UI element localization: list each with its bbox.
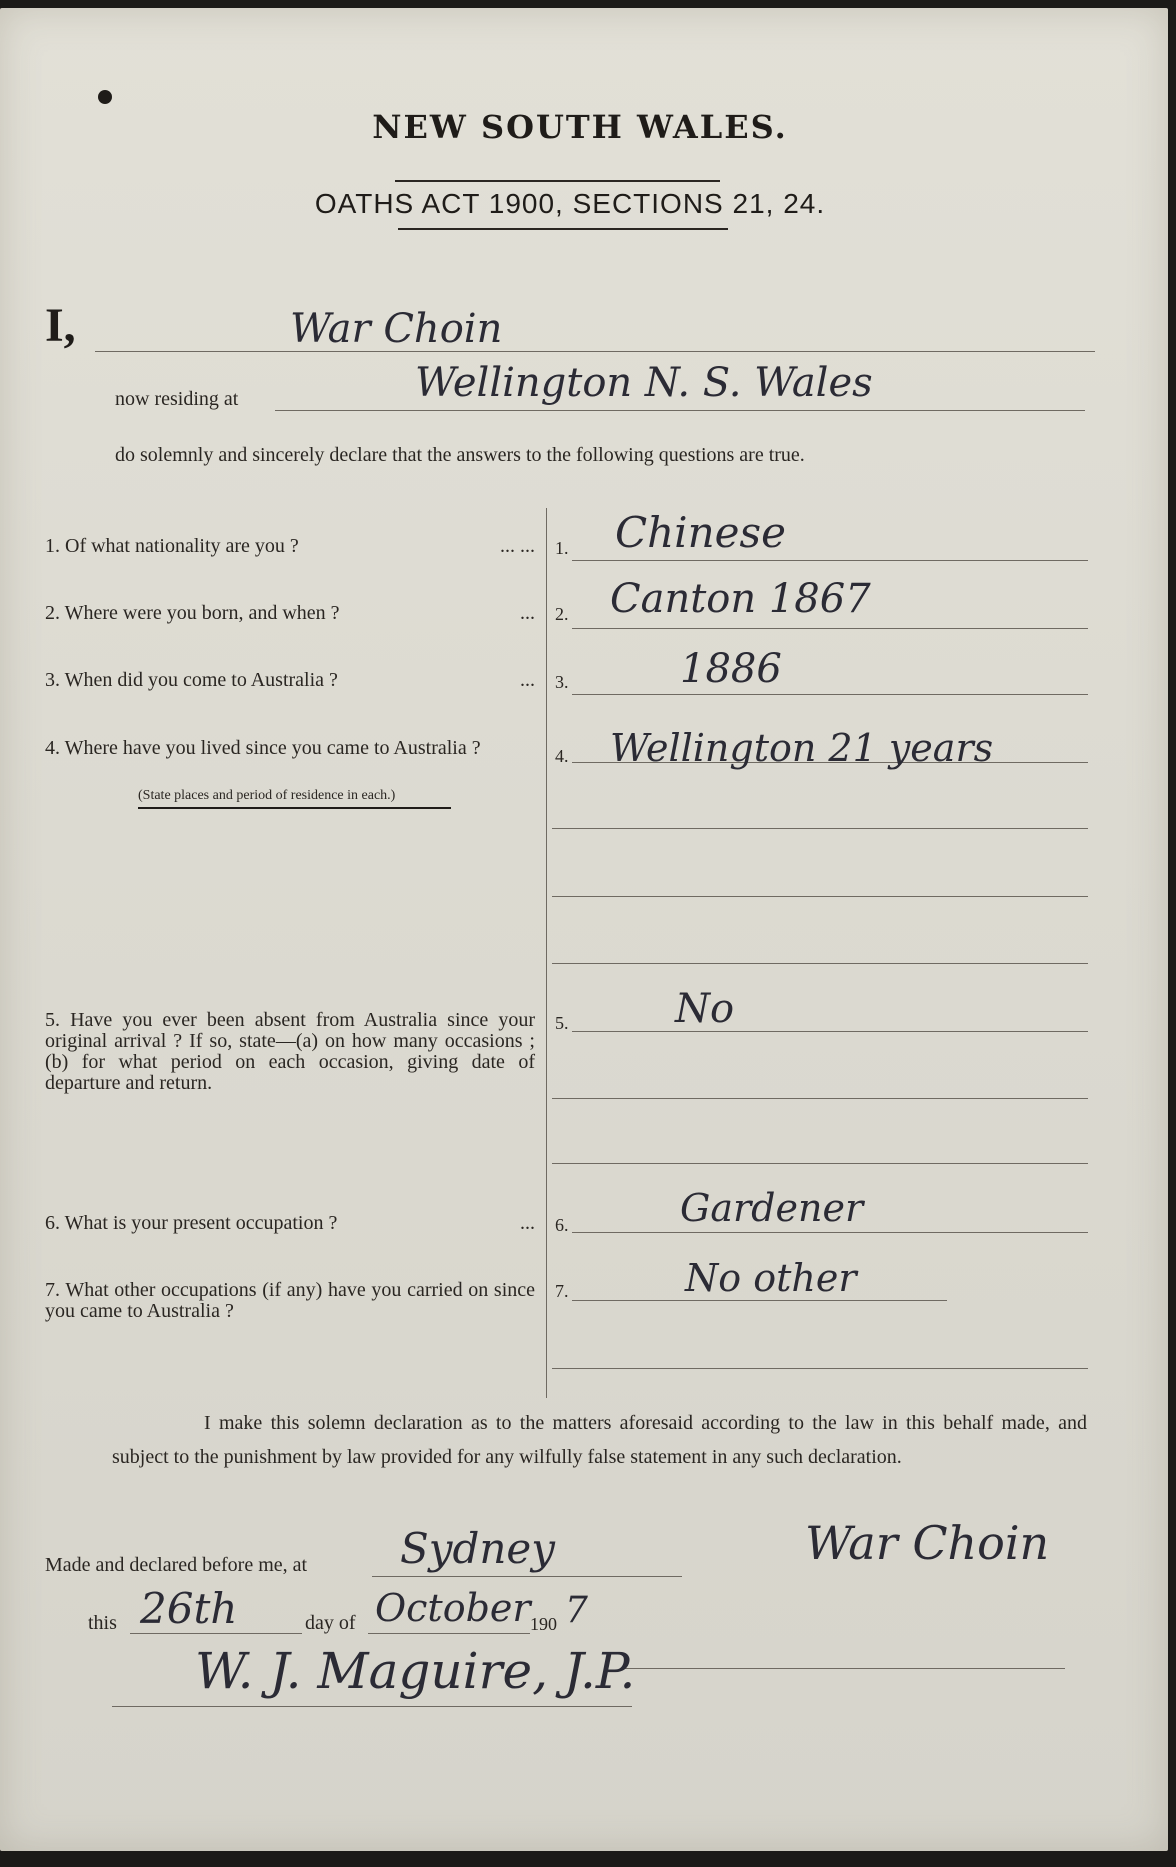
answer-1-num: 1. — [555, 538, 569, 558]
answer-4-line-3 — [552, 896, 1088, 897]
made-declared-label: Made and declared before me, at — [45, 1554, 308, 1576]
answer-5-num: 5. — [555, 1013, 569, 1033]
question-3-text: When did you come to Australia ? — [64, 669, 338, 691]
question-1-num: 1. — [45, 535, 60, 557]
answer-4-line-2 — [552, 828, 1088, 829]
question-2-dots: ... — [520, 602, 535, 624]
answer-1-line — [572, 560, 1088, 561]
form-title: NEW SOUTH WALES. — [372, 108, 788, 146]
answer-7-line — [572, 1300, 947, 1301]
answer-4-line-4 — [552, 963, 1088, 964]
answer-4-num: 4. — [555, 746, 569, 766]
question-7-text: What other occupations (if any) have you carried on since you came to Australia ? — [45, 1279, 536, 1322]
question-1 — [45, 536, 535, 557]
answer-5: No — [675, 986, 735, 1032]
punch-mark — [98, 90, 112, 104]
answer-7-line-2 — [552, 1368, 1088, 1369]
answer-3: 1886 — [680, 646, 782, 692]
answer-7-num: 7. — [555, 1281, 569, 1301]
rule-top — [395, 180, 720, 182]
answer-6-num: 6. — [555, 1215, 569, 1235]
question-4-text: Where have you lived since you came to Australia ? — [64, 737, 481, 759]
declarant-signature: War Choin — [805, 1516, 1050, 1570]
month-line — [368, 1633, 530, 1634]
justice-signature: W. J. Maguire, J.P. — [195, 1642, 636, 1700]
day-line — [130, 1633, 302, 1634]
answer-1: Chinese — [615, 508, 786, 557]
answer-2-num: 2. — [555, 604, 569, 624]
month-value: October — [375, 1586, 531, 1630]
form-subtitle: OATHS ACT 1900, SECTIONS 21, 24. — [314, 188, 826, 219]
answer-5-line-3 — [552, 1163, 1088, 1164]
declaration-paragraph: I make this solemn declaration as to the matters aforesaid according to the law in this behalf made, and subject to the punishment by law provided for any wilfully false statement in any such declaration. — [112, 1412, 1087, 1468]
question-1-dots: ... ... — [500, 535, 535, 557]
answer-6-line — [572, 1232, 1088, 1233]
question-4-note-rule — [138, 807, 451, 809]
column-divider — [546, 508, 547, 1398]
residence-value: Wellington N. S. Wales — [415, 360, 873, 406]
question-7 — [45, 1280, 535, 1322]
year-suffix: 7 — [565, 1590, 588, 1631]
name-line — [95, 351, 1095, 352]
day-of-label: day of — [305, 1612, 356, 1634]
declaration-form — [0, 8, 1168, 1851]
declarant-prefix: I, — [45, 299, 76, 352]
question-1-text: Of what nationality are you ? — [65, 535, 299, 557]
question-6-num: 6. — [45, 1212, 60, 1234]
question-4-note: (State places and period of residence in each.) — [138, 788, 396, 803]
residence-line — [275, 410, 1085, 411]
question-2-num: 2. — [45, 602, 60, 624]
rule-bottom — [398, 228, 728, 230]
question-4 — [45, 738, 535, 759]
question-6-text: What is your present occupation ? — [64, 1212, 338, 1234]
signature-line — [625, 1668, 1065, 1669]
residing-label: now residing at — [115, 388, 239, 410]
answer-6: Gardener — [680, 1186, 864, 1230]
place-line — [372, 1576, 682, 1577]
this-label: this — [88, 1612, 117, 1634]
answer-3-num: 3. — [555, 672, 569, 692]
justice-line — [112, 1706, 632, 1707]
question-4-num: 4. — [45, 737, 60, 759]
question-7-num: 7. — [45, 1279, 60, 1301]
day-value: 26th — [140, 1584, 238, 1633]
answer-5-line-2 — [552, 1098, 1088, 1099]
question-2-text: Where were you born, and when ? — [64, 602, 340, 624]
answer-3-line — [572, 694, 1088, 695]
year-prefix: 190 — [530, 1614, 557, 1634]
answer-2: Canton 1867 — [610, 576, 871, 622]
question-3 — [45, 670, 535, 691]
declaration-intro: do solemnly and sincerely declare that the answers to the following questions are true. — [115, 444, 805, 466]
question-3-num: 3. — [45, 669, 60, 691]
declarant-name: War Choin — [290, 306, 503, 352]
answer-4: Wellington 21 years — [610, 726, 994, 770]
question-2 — [45, 603, 535, 624]
answer-2-line — [572, 628, 1088, 629]
question-6 — [45, 1213, 535, 1234]
question-3-dots: ... — [520, 669, 535, 691]
answer-5-line — [572, 1031, 1088, 1032]
answer-7: No other — [685, 1256, 857, 1300]
question-5-num: 5. — [45, 1009, 60, 1031]
question-5-text: Have you ever been absent from Australia since your original arrival ? If so, state—(a) on how many occasions ; (b) for what period on each occasion, giving date of departure and return. — [45, 1009, 535, 1094]
place-value: Sydney — [400, 1524, 556, 1573]
question-5 — [45, 1010, 535, 1094]
question-6-dots: ... — [520, 1212, 535, 1234]
